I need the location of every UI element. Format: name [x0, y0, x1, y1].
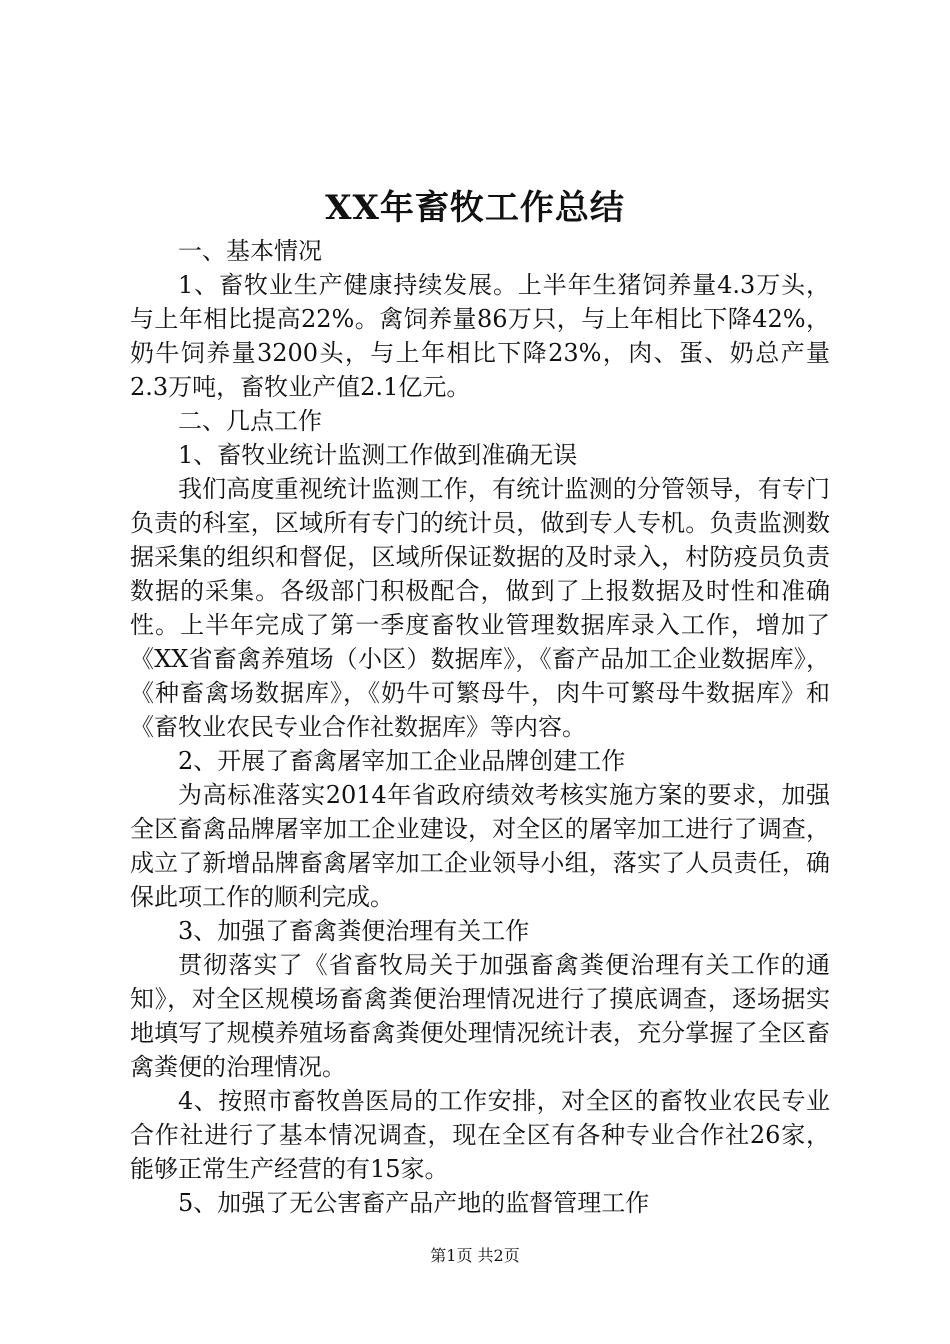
paragraph-cooperatives: 4、按照市畜牧兽医局的工作安排，对全区的畜牧业农民专业合作社进行了基本情况调查，现在全区有各种专业合作社26家，能够正常生产经营的有15家。 — [130, 1087, 830, 1183]
section-heading-work: 二、几点工作 — [178, 407, 322, 435]
paragraph-brand: 为高标准落实2014年省政府绩效考核实施方案的要求，加强全区畜禽品牌屠宰加工企业建设，对全区的屠宰加工进行了调查，成立了新增品牌畜禽屠宰加工企业领导小组，落实了人员责任，确保此项工作的顺利完成。 — [130, 781, 830, 911]
paragraph-production: 1、畜牧业生产健康持续发展。上半年生猪饲养量4.3万头，与上年相比提高22%。禽饲养量86万只，与上年相比下降42%，奶牛饲养量3200头，与上年相比下降23%，肉、蛋、奶总产量2.3万吨，畜牧业产值2.1亿元。 — [130, 271, 830, 401]
document-title: XX年畜牧工作总结 — [325, 188, 625, 228]
paragraph-manure: 贯彻落实了《省畜牧局关于加强畜禽粪便治理有关工作的通知》，对全区规模场畜禽粪便治理情况进行了摸底调查，逐场据实地填写了规模养殖场畜禽粪便处理情况统计表，充分掌握了全区畜禽粪便的治理情况。 — [130, 951, 830, 1081]
subheading-statistics: 1、畜牧业统计监测工作做到准确无误 — [178, 441, 578, 469]
section-heading-basic: 一、基本情况 — [178, 237, 322, 265]
document-body — [130, 234, 830, 1220]
page-footer: 第1页 共2页 — [430, 1246, 520, 1265]
paragraph-statistics: 我们高度重视统计监测工作，有统计监测的分管领导，有专门负责的科室，区域所有专门的统计员，做到专人专机。负责监测数据采集的组织和督促，区域所保证数据的及时录入，村防疫员负责数据的采集。各级部门积极配合，做到了上报数据及时性和准确性。上半年完成了第一季度畜牧业管理数据库录入工作，增加了《XX省畜禽养殖场（小区）数据库》，《畜产品加工企业数据库》，《种畜禽场数据库》，《奶牛可繁母牛，肉牛可繁母牛数据库》和《畜牧业农民专业合作社数据库》等内容。 — [130, 475, 830, 741]
subheading-brand: 2、开展了畜禽屠宰加工企业品牌创建工作 — [178, 747, 626, 775]
subheading-manure: 3、加强了畜禽粪便治理有关工作 — [178, 917, 530, 945]
subheading-supervision: 5、加强了无公害畜产品产地的监督管理工作 — [178, 1189, 650, 1217]
